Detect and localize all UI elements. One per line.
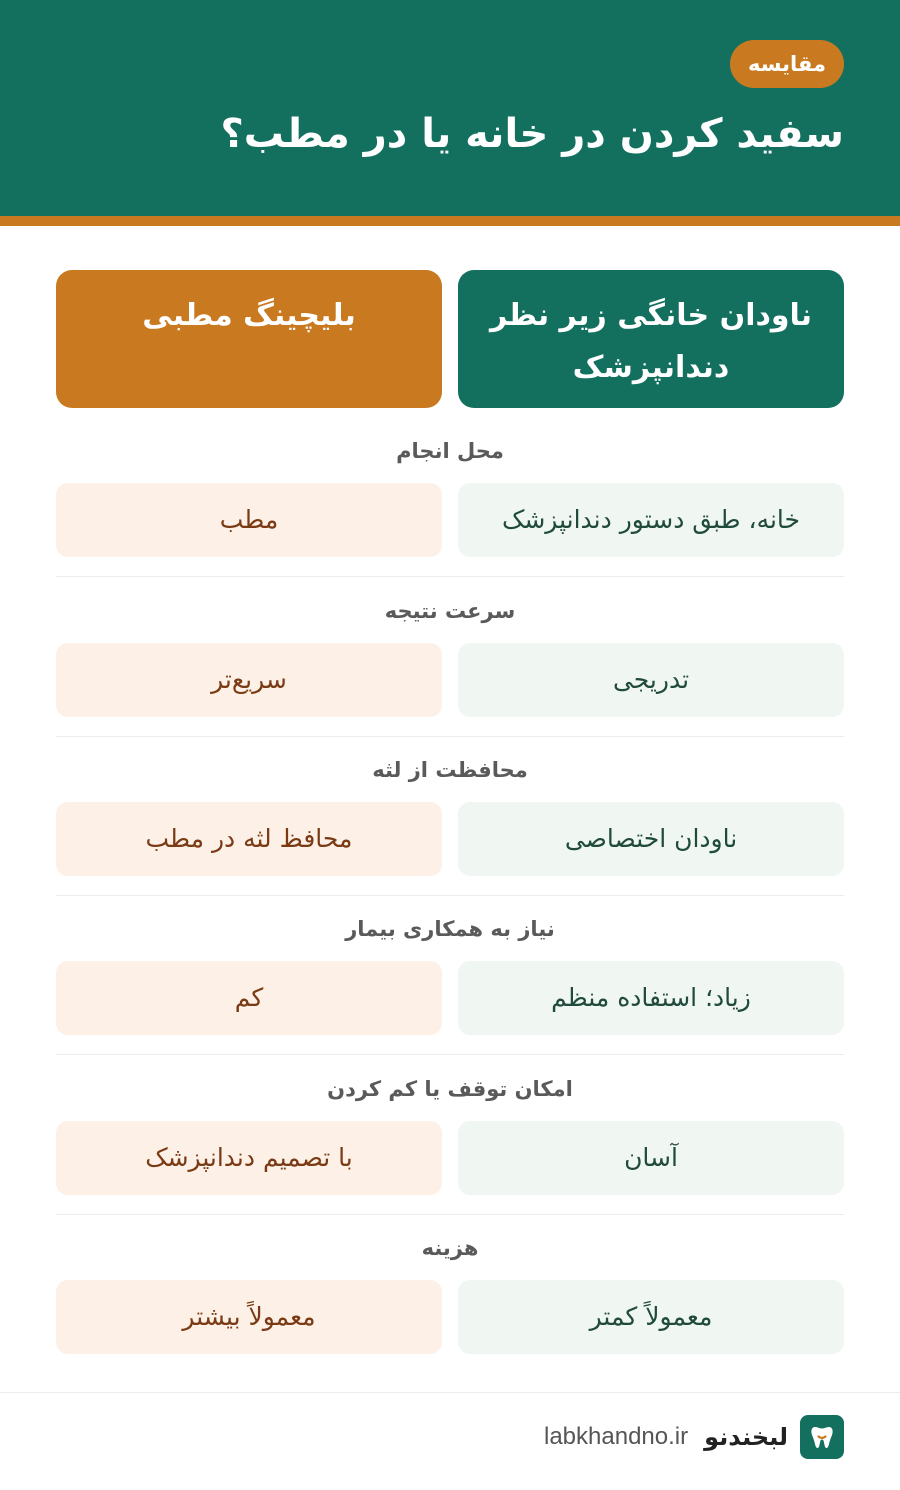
comparison-row-cost <box>56 1227 844 1387</box>
row-label: امکان توقف یا کم کردن <box>327 1077 573 1101</box>
site-url[interactable]: labkhandno.ir <box>544 1423 689 1450</box>
column-header-home-line1: ناودان خانگی زیر نظر <box>489 298 813 333</box>
row-divider <box>56 1054 844 1055</box>
home-cell: تدریجی <box>458 643 844 717</box>
column-header-office <box>56 270 442 408</box>
home-cell: معمولاً کمتر <box>458 1280 844 1354</box>
comparison-row-patient-cooperation <box>56 908 844 1068</box>
column-header-home <box>458 270 844 408</box>
row-label: محافظت از لثه <box>372 758 528 782</box>
row-divider <box>56 895 844 896</box>
brand-name: لبخندنو <box>704 1423 788 1451</box>
page-title: سفید کردن در خانه یا در مطب؟ <box>220 111 844 157</box>
category-badge: مقایسه <box>730 40 844 88</box>
row-label: سرعت نتیجه <box>384 599 516 623</box>
office-cell: کم <box>56 961 442 1035</box>
comparison-row-stop-option <box>56 1068 844 1228</box>
home-cell: آسان <box>458 1121 844 1195</box>
header-accent-stripe <box>0 216 900 226</box>
comparison-row-speed <box>56 590 844 750</box>
home-cell: ناودان اختصاصی <box>458 802 844 876</box>
home-cell: زیاد؛ استفاده منظم <box>458 961 844 1035</box>
header-banner <box>0 0 900 216</box>
home-cell: خانه، طبق دستور دندانپزشک <box>458 483 844 557</box>
office-cell: معمولاً بیشتر <box>56 1280 442 1354</box>
row-label: هزینه <box>421 1236 479 1260</box>
office-cell: با تصمیم دندانپزشک <box>56 1121 442 1195</box>
footer-divider <box>0 1392 900 1393</box>
tooth-icon <box>800 1415 844 1459</box>
row-divider <box>56 736 844 737</box>
row-label: نیاز به همکاری بیمار <box>345 917 555 941</box>
column-header-office-line1: بلیچینگ مطبی <box>142 298 356 333</box>
column-header-home-line2: دندانپزشک <box>572 350 730 385</box>
row-label: محل انجام <box>396 439 504 463</box>
comparison-row-location <box>56 430 844 590</box>
office-cell: محافظ لثه در مطب <box>56 802 442 876</box>
office-cell: مطب <box>56 483 442 557</box>
office-cell: سریع‌تر <box>56 643 442 717</box>
row-divider <box>56 576 844 577</box>
row-divider <box>56 1214 844 1215</box>
comparison-row-gum-protection <box>56 749 844 909</box>
